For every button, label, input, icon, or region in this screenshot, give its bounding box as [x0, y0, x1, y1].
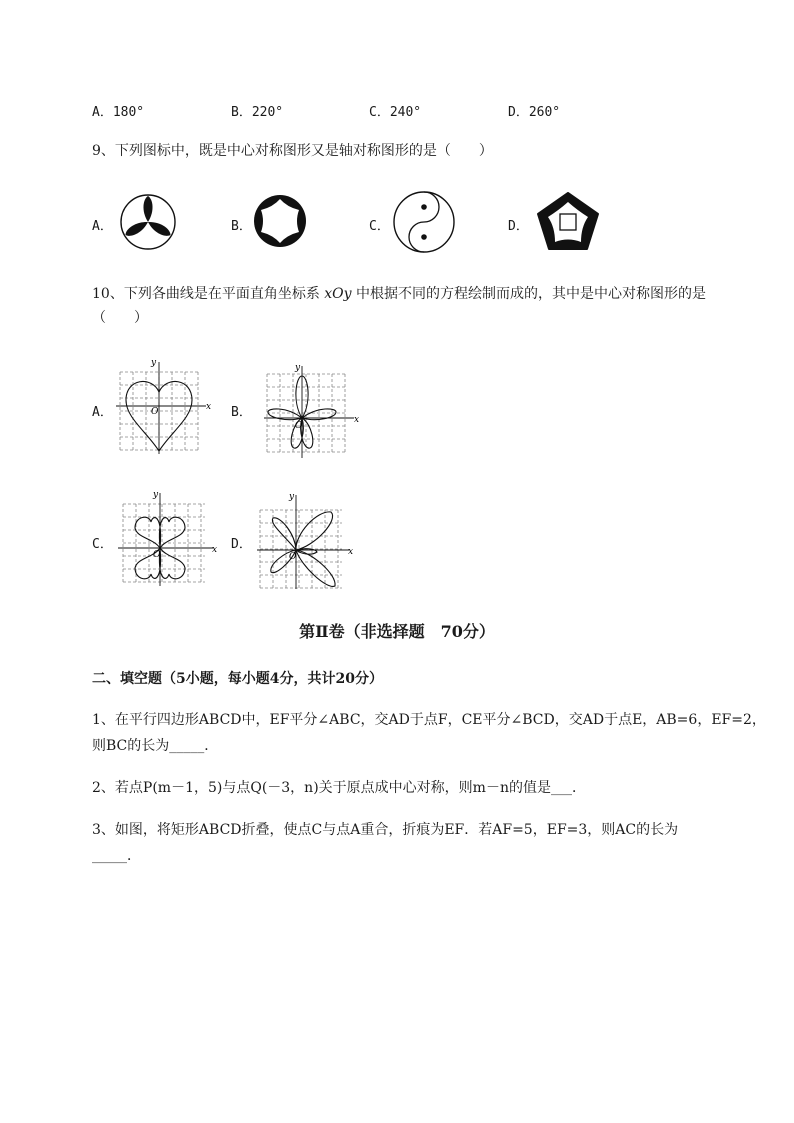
four-petal-curve-graph [262, 362, 362, 462]
three-blade-propeller-icon [117, 193, 179, 251]
yin-yang-icon [392, 190, 456, 254]
q9-label-b: B． [231, 219, 252, 234]
q8-option-b: B．220° [231, 105, 284, 120]
q8-option-d: D．260° [508, 105, 561, 120]
fill-q1-line2: 则BC的长为_____． [92, 738, 219, 754]
q8-option-a: A．180° [92, 105, 145, 120]
q10-label-d: D． [231, 537, 252, 552]
svg-text:x: x [348, 547, 354, 557]
svg-text:O: O [289, 552, 297, 562]
axis-y-label: y [151, 358, 157, 368]
curved-hexagon-icon [252, 193, 308, 249]
svg-text:y: y [153, 490, 159, 500]
svg-text:O: O [295, 421, 303, 431]
q10-stem: 10、下列各曲线是在平面直角坐标系 xOy 中根据不同的方程绘制而成的，其中是中心对称图形的是 [92, 286, 707, 302]
fill-q3-line2: _____． [92, 848, 141, 864]
fill-q2: 2、若点P(m－1，5)与点Q(－3，n)关于原点成中心对称，则m－n的值是___． [92, 780, 586, 796]
svg-text:x: x [212, 545, 218, 555]
q9-label-d: D． [508, 219, 529, 234]
q10-stem-line2: （ ） [92, 310, 148, 326]
q9-stem: 9、下列图标中，既是中心对称图形又是轴对称图形的是（ ） [92, 143, 493, 159]
pentagon-square-icon [535, 190, 601, 252]
clover-curve-graph [115, 488, 220, 588]
svg-text:y: y [289, 492, 295, 502]
axis-x-label: x [206, 402, 212, 412]
part2-heading: 第Ⅱ卷（非选择题 70分） [299, 622, 495, 641]
tilted-petal-curve-graph [255, 490, 355, 590]
svg-text:y: y [295, 363, 301, 373]
svg-text:O: O [153, 550, 161, 560]
axis-origin-label: O [151, 407, 159, 417]
q10-label-a: A． [92, 405, 113, 420]
q9-label-a: A． [92, 219, 113, 234]
heart-curve-graph [112, 356, 212, 456]
q8-option-c: C．240° [369, 105, 422, 120]
fill-q1-line1: 1、在平行四边形ABCD中，EF平分∠ABC，交AD于点F，CE平分∠BCD，交AD于点E，AB=6，EF=2， [92, 712, 766, 728]
q10-label-c: C． [92, 537, 113, 552]
section2-heading: 二、填空题（5小题，每小题4分，共计20分） [92, 671, 383, 687]
fill-q3-line1: 3、如图，将矩形ABCD折叠，使点C与点A重合，折痕为EF．若AF=5，EF=3，则AC的长为 [92, 822, 679, 838]
q10-label-b: B． [231, 405, 252, 420]
q9-label-c: C． [369, 219, 390, 234]
svg-text:x: x [354, 415, 360, 425]
